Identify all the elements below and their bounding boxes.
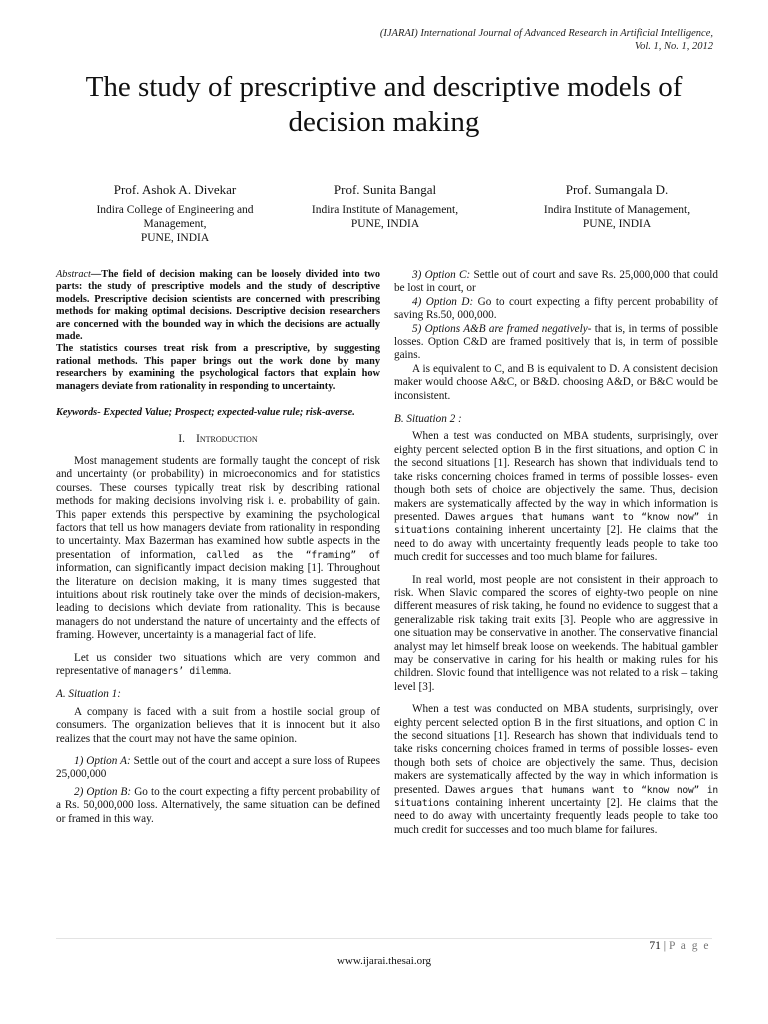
author-1 [75,182,275,245]
page-number-value: 71 [649,940,661,952]
intro-paragraph-2 [56,652,380,679]
journal-volume: Vol. 1, No. 1, 2012 [634,41,713,52]
section-heading-introduction [56,433,380,446]
situation-2-paragraph-3 [394,703,718,837]
option-a-text: Settle out of the court and accept a sure loss of Rupees 25,000,000 [56,755,380,781]
option-d-label: 4) Option D: [412,295,474,308]
option-ab-label: 5) Options A&B are framed negatively [412,322,588,335]
author-3 [517,182,717,231]
subsection-situation-1: A. Situation 1: [56,688,121,701]
para-text: When a test was conducted on MBA students, surprisingly, over eighty percent selected option B in the first situations, and option C in the second situations [1]. Research has shown that individuals tend to take risks concerning choices framed in terms of possible losses- even though both sets of choice are objectively the same. Thus, decision makers are systematically affected by the way in which information is presented. Dawes [394,703,718,796]
option-c-label: 3) Option C: [412,269,471,281]
author-location: PUNE, INDIA [582,218,652,230]
option-d [394,296,718,323]
intro-text-cont: . [228,664,232,677]
situation-2-paragraph-2: In real world, most people are not consistent in their approach to risk. When Slavic compared the scores of eighty-two people on nine different measures of risk taking, he found no evidence to suggest that a generalizable risk taking trait exits [3]. People who are aggressive in one situation may be conservative in another. The conservative financial analyst may let himself break loose on weekends. The habitual gambler may be conservative in caring for his health or making rules for his children. Slovic found that intelligence was not related to a risk – taking level [3]. [394,573,718,693]
para-text-mono: argues that humans want to “know now” in situations [394,784,718,810]
option-ab-text: - that is, in terms of possible losses. Option C&D are framed positively that is, in term of possible gains. [394,322,718,362]
intro-text: Most management students are formally taught the concept of risk and uncertainty (or probability) in microeconomics and for statistics courses. These courses typically treat risk by describing rational methods for making decisions involving risk i. e. probability of gain. This paper extends this perspective by examining the psychological factors that tell us how managers deviate from rationality in responding to uncertainty. Max Bazerman has examined how subtle aspects in the presentation of information, [56,454,380,561]
situation-1-text: A company is faced with a suit from a hostile social group of consumers. The organization believes that it is innocent but it also realizes that the court may not have the same opinion. [56,705,380,745]
author-location: PUNE, INDIA [140,232,210,244]
option-a-label: 1) Option A: [74,755,131,767]
option-c [394,269,718,296]
author-location: PUNE, INDIA [350,218,420,230]
option-a [56,755,380,782]
page-number [649,940,710,952]
journal-name: (IJARAI) International Journal of Advanced Research in Artificial Intelligence, [379,28,713,39]
author-name: Prof. Sumangala D. [565,182,669,197]
abstract-text: —The field of decision making can be loosely divided into two parts: the study of prescriptive models and the study of descriptive models. Prescriptive decision scientists are concerned with prescribing methods for making optimal decisions. Descriptive decision researchers are concerned with the bounded way in which the decisions are actually made. [56,269,380,343]
option-b-text: Go to the court expecting a fifty percent probability of a Rs. 50,000,000 loss. Alternatively, the same situation can be defined or framed in this way. [56,785,380,825]
option-c-text: Settle out of court and save Rs. 25,000,000 that could be lost in court, or [394,269,718,295]
right-column [394,269,718,837]
option-ab-framing [394,323,718,363]
abstract-lead: Abstract [56,269,91,280]
abstract-text-2: The statistics courses treat risk from a prescriptive, by suggesting rational methods. This paper brings out the work done by many researchers by examining the psychological factors that explain how managers deviate from rationality in responding to uncertainty. [56,343,380,392]
author-name: Prof. Sunita Bangal [333,182,437,197]
page-word: P a g e [668,940,710,952]
intro-text-cont: information, can significantly impact decision making [1]. Throughout the literature on decision making, it is many times suggested that intuitions about risk routinely take over the minds of decision-makers, leading to decisions which deviate from rationality. This is because managers do not understand the nature of uncertainty and the effects of framing. However, uncertainty is a managerial fact of life. [56,562,380,642]
intro-text-mono: managers’ dilemma [133,665,229,677]
intro-paragraph-1 [56,455,380,643]
keywords: Keywords- Expected Value; Prospect; expected-value rule; risk-averse. [56,407,355,419]
subsection-situation-2: B. Situation 2 : [394,413,462,426]
section-title: Introduction [196,433,258,446]
author-2 [285,182,485,231]
author-name: Prof. Ashok A. Divekar [113,182,237,197]
author-affiliation: Indira Institute of Management, [543,204,691,216]
para-text-cont: containing inherent uncertainty [2]. He claims that the need to do away with uncertainty frequently leads people to take too much credit for successes and too much blame for failures. [394,797,718,836]
journal-header [193,27,713,53]
author-affiliation: Indira College of Engineering and [96,204,254,216]
para-text-cont: containing inherent uncertainty [2]. He claims that the need to do away with uncertainty frequently leads people to take too much credit for successes and too much blame for failures. [394,524,718,564]
intro-text: Let us consider two situations which are very common and representative of [56,651,380,677]
paper-title [40,70,728,140]
author-affiliation: Indira Institute of Management, [311,204,459,216]
option-d-text: Go to court expecting a fifty percent probability of saving Rs.50, 000,000. [394,295,718,322]
option-b-label: 2) Option B: [74,785,132,798]
equivalence-paragraph: A is equivalent to C, and B is equivalent to D. A consistent decision maker would choose A&C, or B&D. choosing A&D, or B&C would be inconsistent. [394,362,718,402]
left-column [56,269,380,826]
intro-text-mono: called as the “framing” of [205,549,380,561]
option-b [56,786,380,826]
title-line-1: The study of prescriptive and descriptive models of [85,71,683,103]
footer-divider [56,938,712,939]
title-line-2: decision making [288,106,480,138]
para-text-mono: argues that humans want to “know now” in situations [394,511,718,537]
situation-2-paragraph-1 [394,430,718,564]
author-affiliation-cont: Management, [143,218,207,230]
page-separator: | [663,940,667,952]
footer-url: www.ijarai.thesai.org [336,955,432,967]
para-text: When a test was conducted on MBA students, surprisingly, over eighty percent selected option B in the first situations, and option C in the second situations [1]. Research has shown that individuals tend to take risks concerning choices framed in terms of possible losses- even though both sets of choice are objectively the same. Thus, decision makers are systematically affected by the way in which information is presented. Dawes [394,430,718,523]
abstract [56,269,380,343]
section-number: I. [178,433,185,446]
